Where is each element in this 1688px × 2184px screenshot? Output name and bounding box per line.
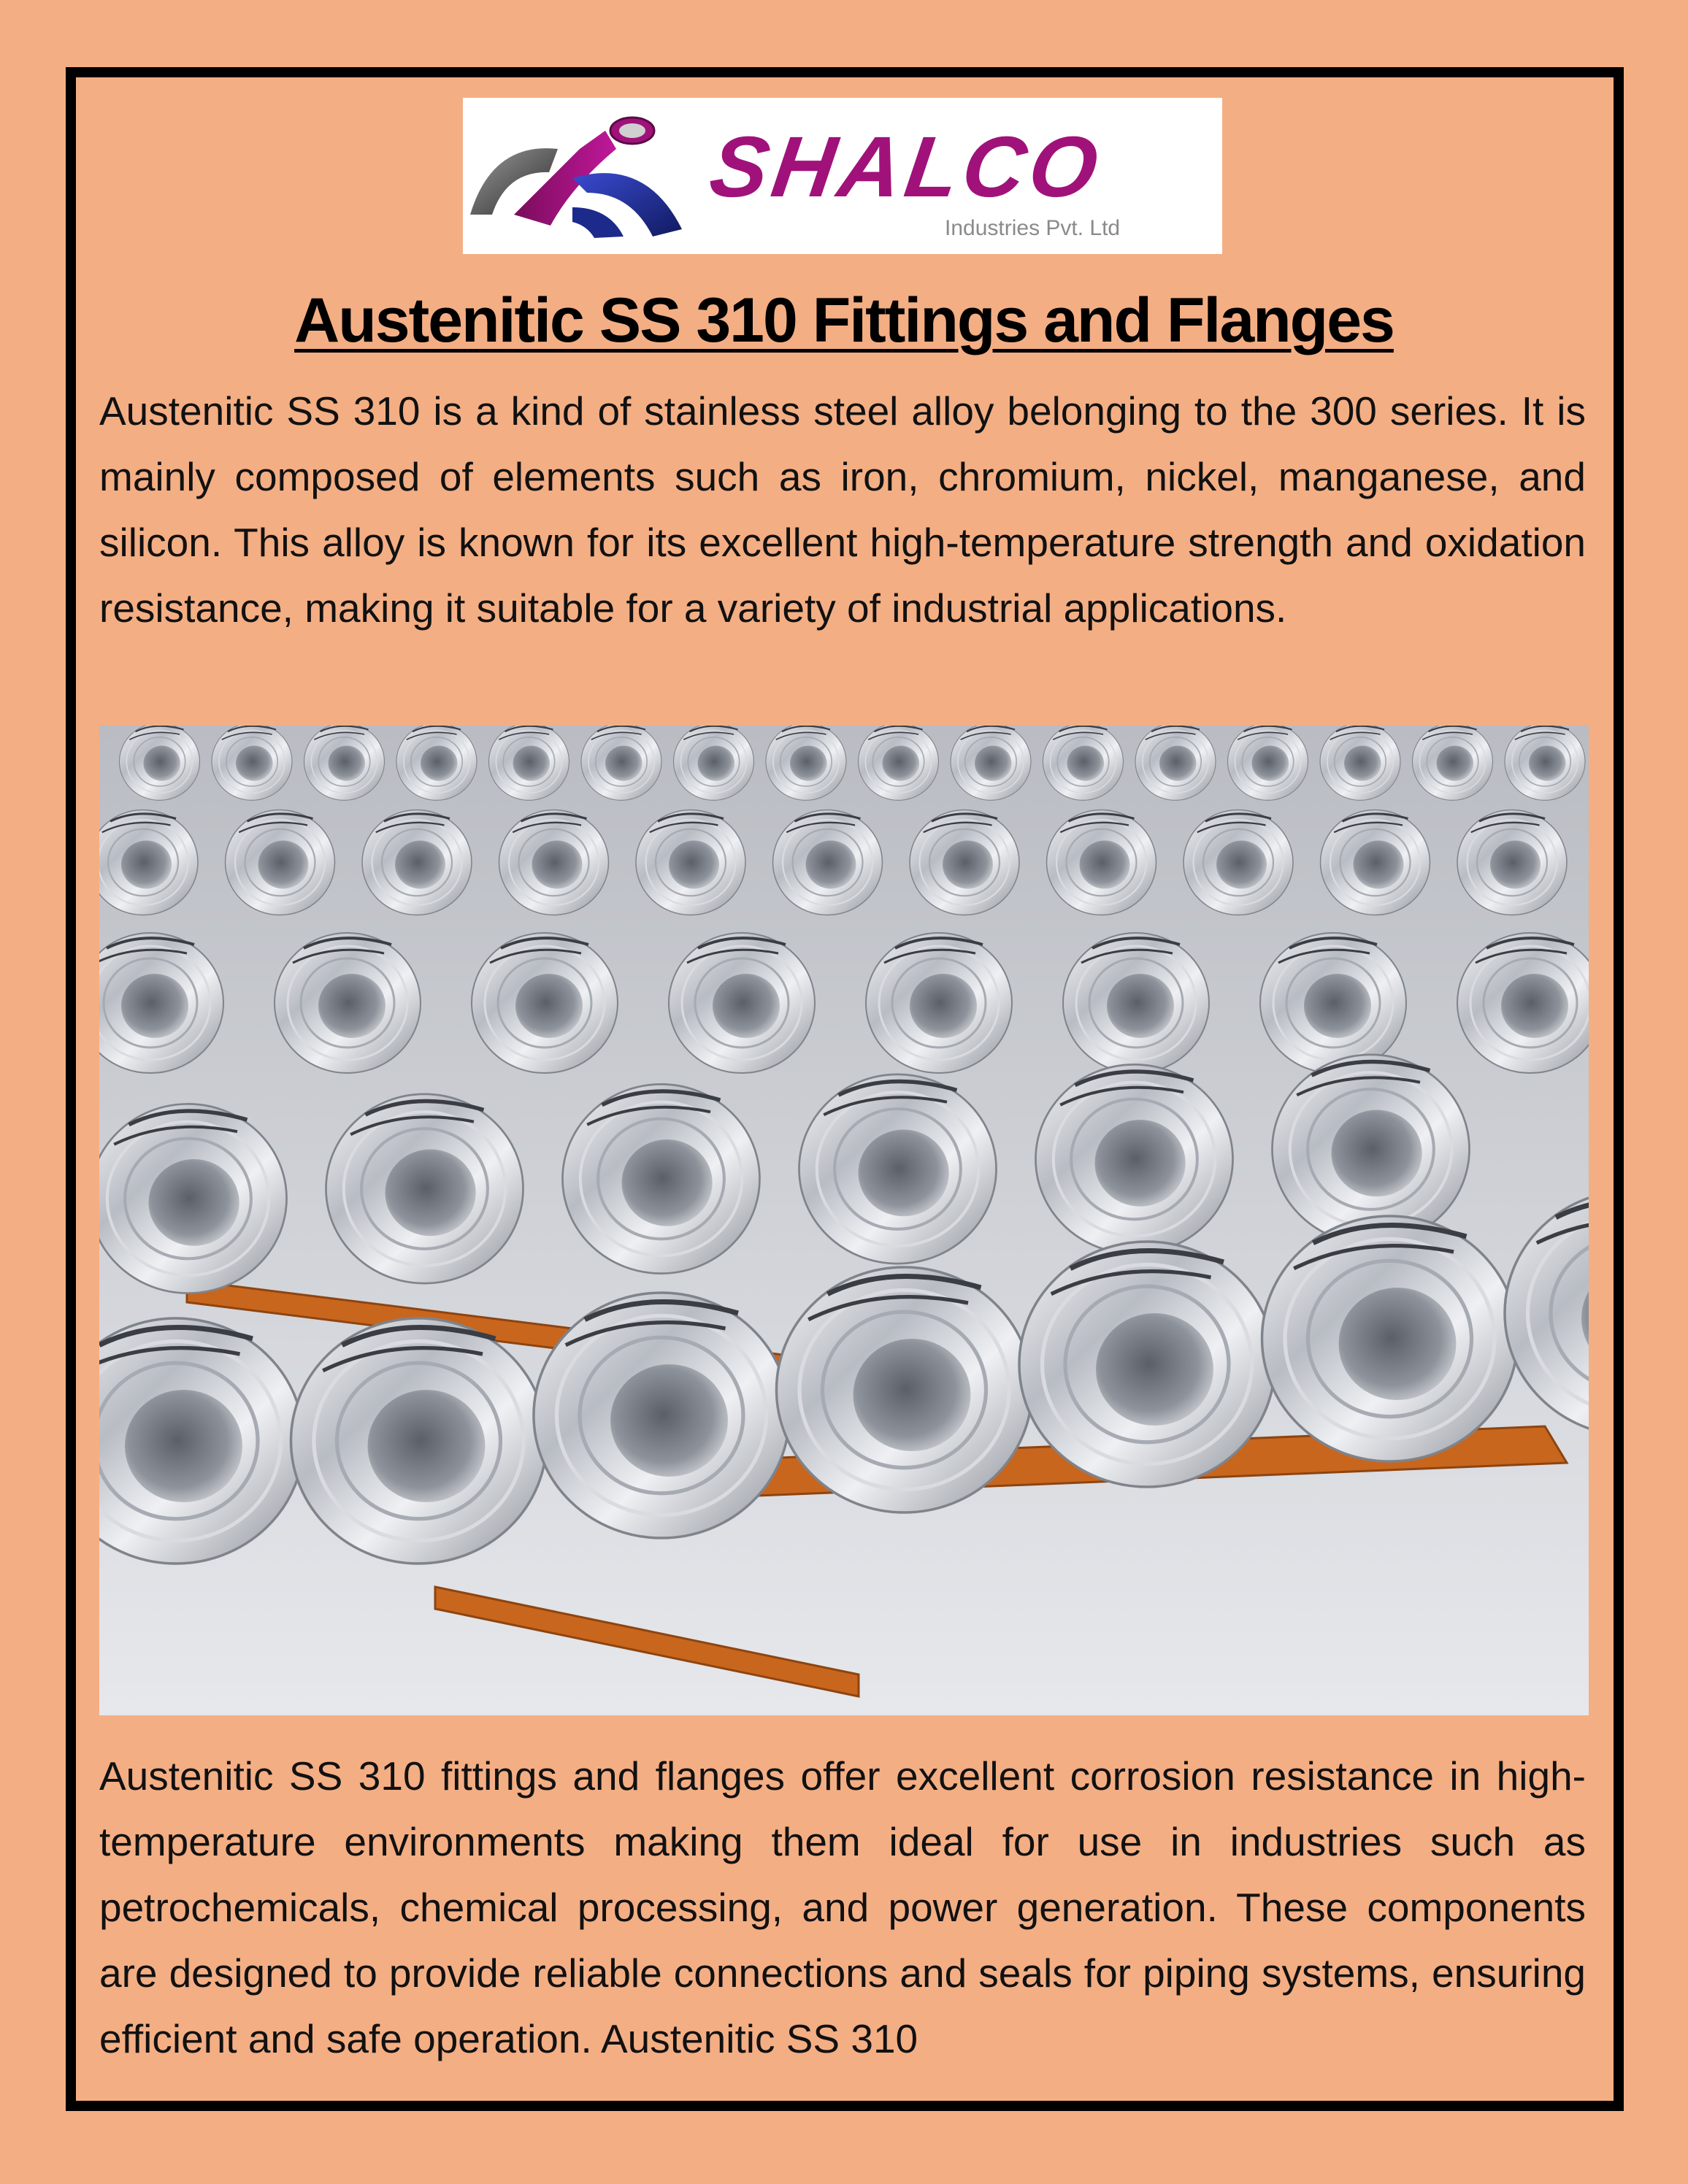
company-logo: [463, 98, 1222, 254]
shalco-pipe-logo-icon: [463, 98, 704, 254]
page-title: [0, 285, 1688, 355]
stainless-steel-coils-photo: [99, 726, 1589, 1715]
body-paragraph: Austenitic SS 310 fittings and flanges offer excellent corrosion resistance in high-temperature environments making them ideal for use in industries such as petrochemicals, chemical processing, and power generation. These components are designed to provide reliable connections and seals for piping systems, ensuring efficient and safe operation. Austenitic SS 310: [99, 1753, 1586, 2061]
logo-tagline: Industries Pvt. Ltd: [945, 216, 1121, 240]
intro-paragraph: Austenitic SS 310 is a kind of stainless steel alloy belonging to the 300 series. It is mainly composed of elements such as iron, chromium, nickel, manganese, and silicon. This alloy is known for its excellent high-temperature strength and oxidation resistance, making it suitable for a variety of industrial applications.: [99, 388, 1586, 631]
page-title-text: Austenitic SS 310 Fittings and Flanges: [294, 285, 1394, 355]
logo-wordmark: SHALCO: [704, 119, 1108, 215]
